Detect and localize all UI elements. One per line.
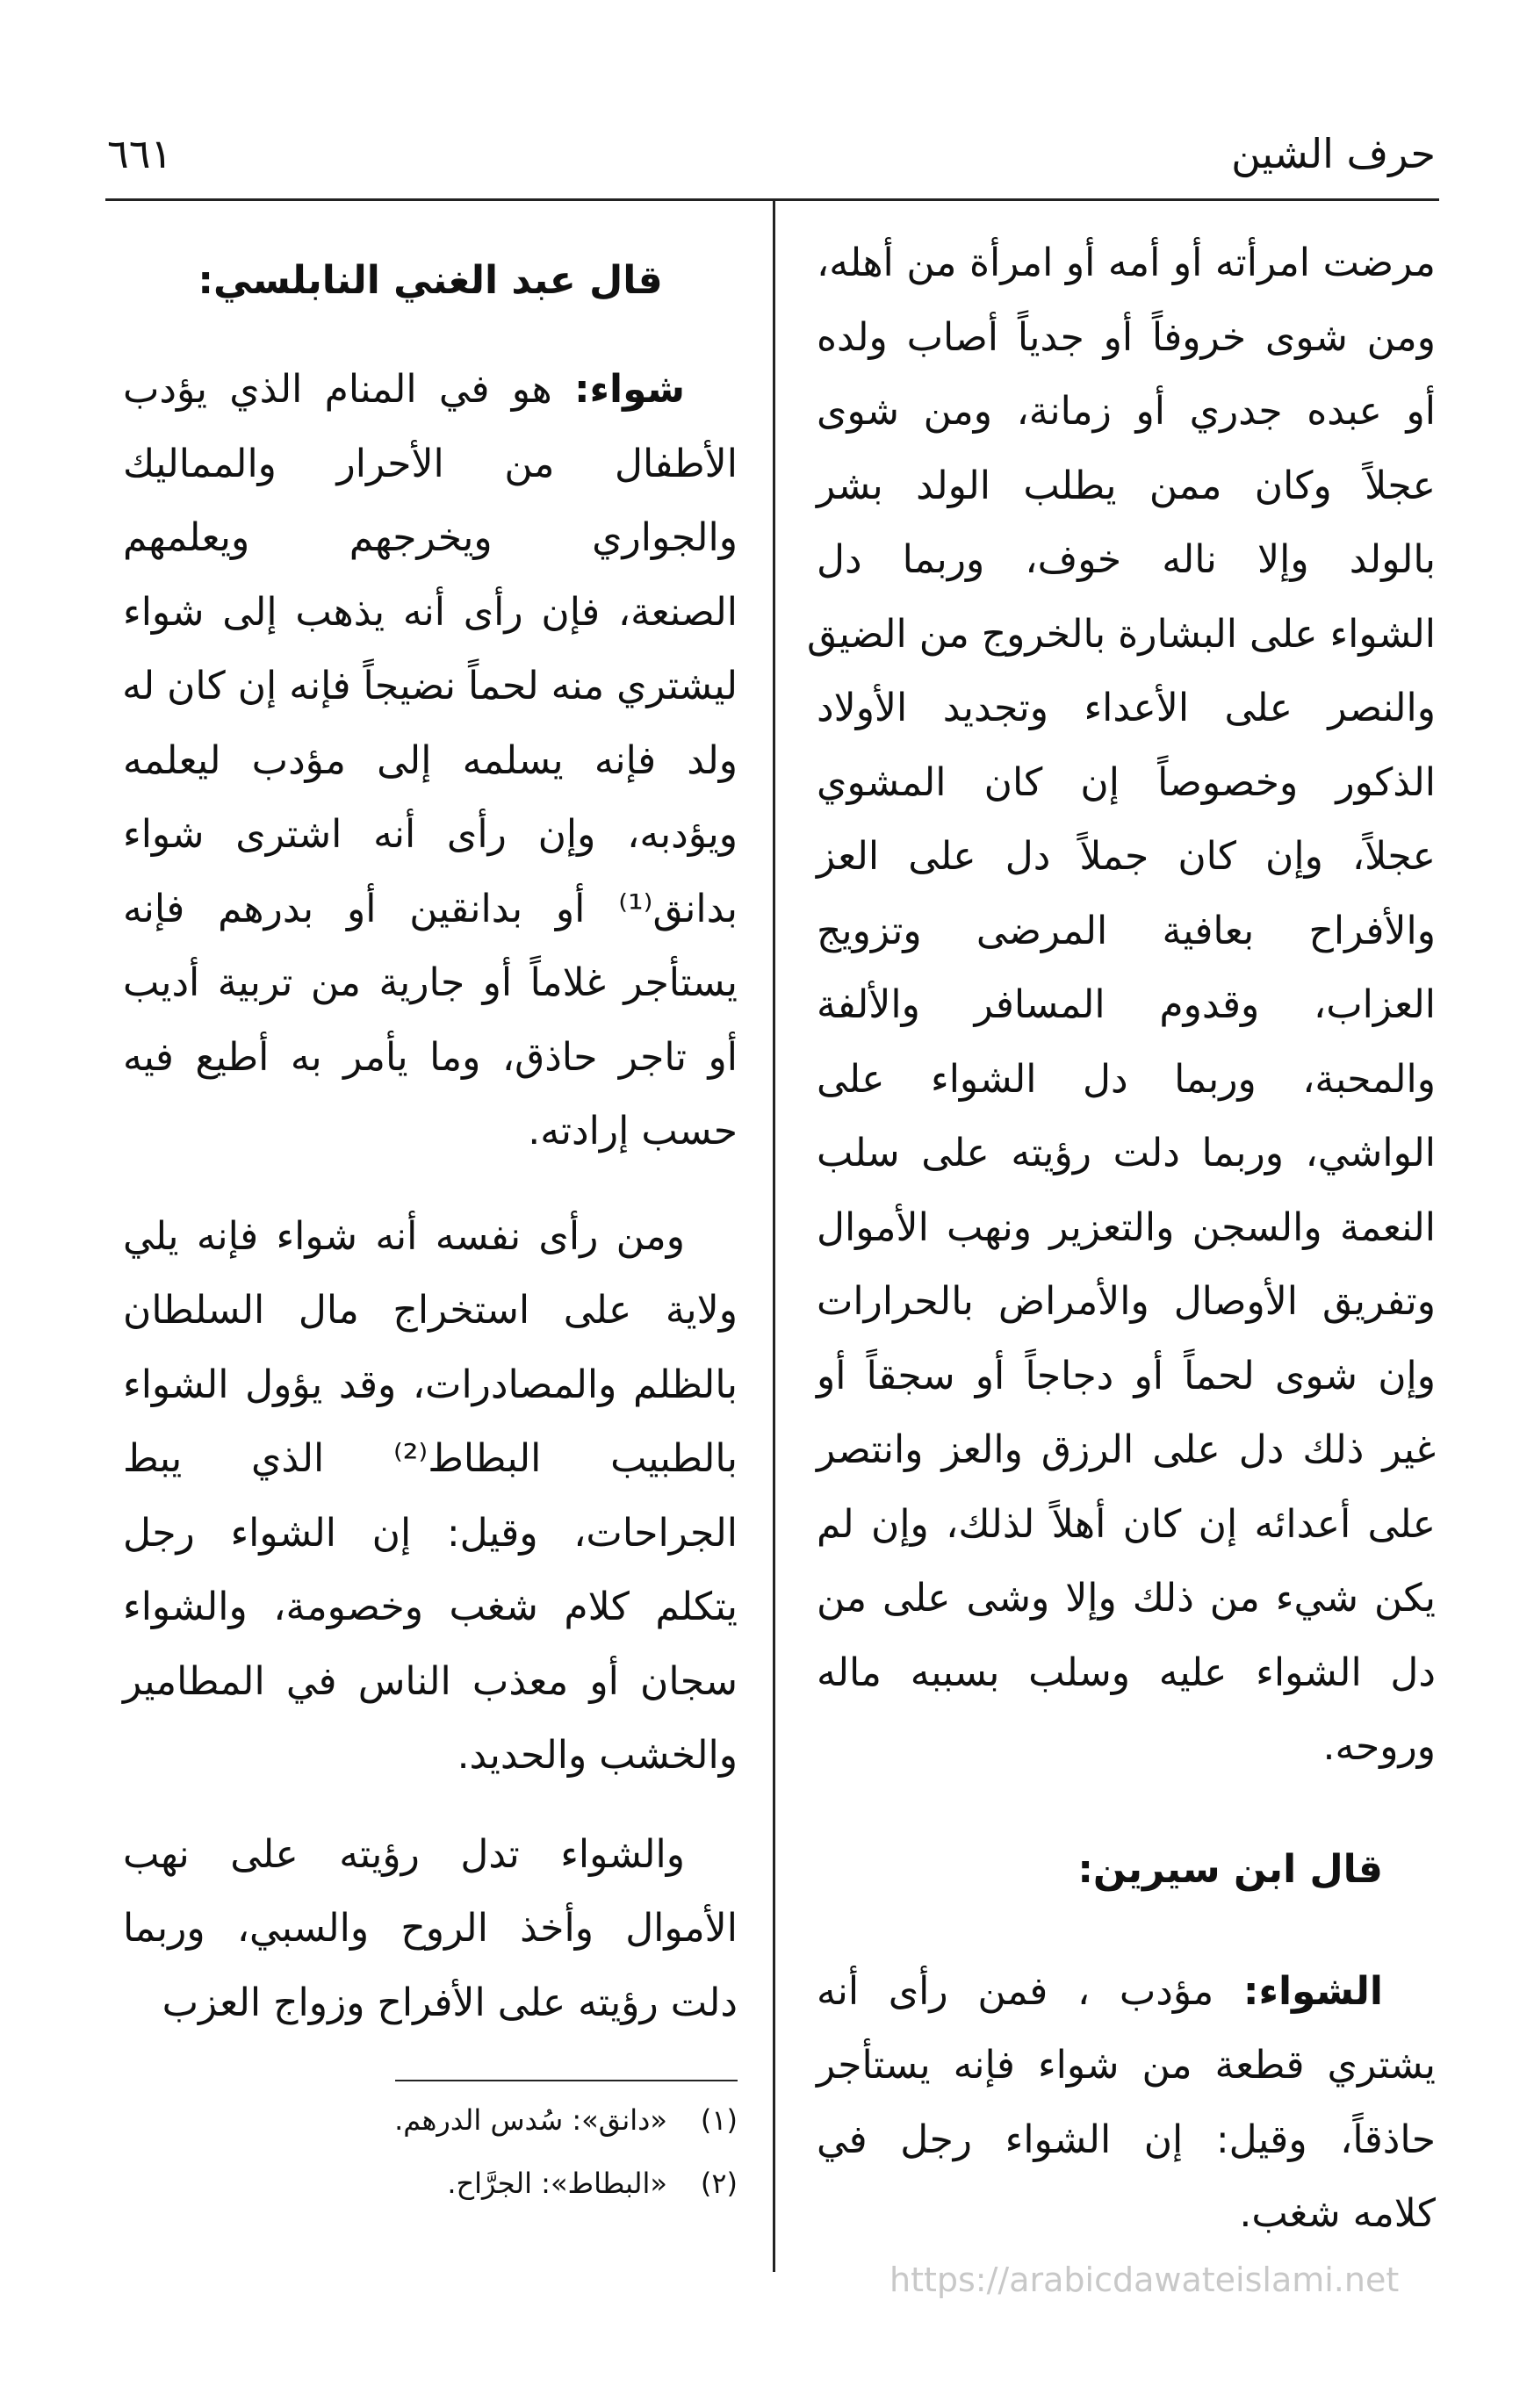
text-line: دل الشواء عليه وسلب بسببه ماله: [817, 1650, 1436, 1695]
text-line: الذكور وخصوصاً إن كان المشوي: [817, 759, 1436, 805]
text-line: والشواء تدل رؤيته على نهب: [123, 1831, 685, 1877]
text-line: عجلاً وكان ممن يطلب الولد بشر: [817, 463, 1436, 508]
column-divider: [773, 200, 775, 2272]
text-line: مرضت امرأته أو أمه أو امرأة من أهله،: [817, 241, 1436, 285]
running-header-title: حرف الشين: [1231, 130, 1436, 177]
text-span: هو في المنام الذي يؤدب: [123, 367, 552, 412]
footnote-number: (٢): [700, 2167, 738, 2200]
text-line: بالولد وإلا ناله خوف، وربما دل: [817, 537, 1436, 582]
watermark: https://arabicdawateislami.net: [889, 2261, 1400, 2299]
text-span: مؤدب ، فمن رأى أنه: [817, 1968, 1214, 2014]
entry-term: شواء:: [573, 367, 685, 412]
text-line: وتفريق الأوصال والأمراض بالحرارات: [817, 1279, 1436, 1324]
spacer: [817, 1785, 1436, 1833]
right-column: [806, 226, 1436, 2252]
spacer: [817, 1907, 1436, 1955]
page-number: ٦٦١: [107, 130, 173, 177]
text-line: العزاب، وقدوم المسافر والألفة: [817, 982, 1436, 1027]
text-line: [817, 1955, 1436, 2030]
text-line: والمحبة، وربما دل الشواء على: [817, 1056, 1436, 1102]
spacer: [123, 1793, 738, 1818]
text-line: يشتري قطعة من شواء فإنه يستأجر: [817, 2043, 1436, 2088]
spacer: [123, 2081, 738, 2088]
text-line: أو تاجر حاذق، وما يأمر به أطيع فيه: [123, 1034, 738, 1080]
text-line: ومن شوى خروفاً أو جدياً أصاب ولده: [817, 314, 1436, 360]
text-line: والأفراح بعافية المرضى وتزويج: [817, 908, 1436, 953]
section-heading-nabulsi: قال عبد الغني النابلسي:: [198, 258, 663, 303]
text-line: يتكلم كلام شغب وخصومة، والشواء: [123, 1585, 738, 1629]
text-line: سجان أو معذب الناس في المطامير: [123, 1658, 738, 1704]
footnote-text: «البطاط»: الجرَّاح.: [447, 2167, 667, 2200]
left-column: [123, 244, 738, 2215]
text-line: بدانق⁽¹⁾ أو بدانقين أو بدرهم فإنه: [123, 886, 738, 931]
section-heading-ibn-sirin: قال ابن سيرين:: [1077, 1846, 1383, 1892]
text-line: ومن رأى نفسه أنه شواء فإنه يلي: [123, 1213, 685, 1259]
text-line: [123, 353, 738, 428]
spacer: [123, 2040, 738, 2080]
footnote-rule: [395, 2080, 738, 2081]
text-line: يكن شيء من ذلك وإلا وشى على من: [817, 1576, 1436, 1621]
footnote: [123, 2152, 738, 2215]
text-line: وروحه.: [1322, 1724, 1436, 1769]
text-line: والنصر على الأعداء وتجديد الأولاد: [817, 686, 1436, 730]
text-line: وإن شوى لحماً أو دجاجاً أو سجقاً أو: [817, 1353, 1436, 1398]
text-line: ولاية على استخراج مال السلطان: [123, 1288, 738, 1333]
spacer: [123, 318, 738, 353]
footnote: [123, 2088, 738, 2152]
text-line: الأموال وأخذ الروح والسبي، وربما: [123, 1906, 738, 1951]
entry-term: الشواء:: [1242, 1968, 1383, 2014]
text-line: على أعدائه إن كان أهلاً لذلك، وإن لم: [817, 1501, 1436, 1547]
text-line: والجواري ويخرجهم ويعلمهم: [123, 515, 738, 560]
text-line: ويؤدبه، وإن رأى أنه اشترى شواء: [123, 812, 738, 857]
text-line: الأطفال من الأحرار والمماليك: [123, 441, 738, 486]
text-line: الصنعة، فإن رأى أنه يذهب إلى شواء: [123, 589, 738, 635]
text-line: ليشتري منه لحماً نضيجاً فإنه إن كان له: [122, 664, 738, 708]
text-line: يستأجر غلاماً أو جارية من تربية أديب: [123, 960, 738, 1005]
text-line: الواشي، وربما دلت رؤيته على سلب: [817, 1131, 1436, 1175]
text-line: كلامه شغب.: [1239, 2191, 1436, 2236]
spacer: [123, 1169, 738, 1200]
text-line: حسب إرادته.: [528, 1109, 738, 1154]
text-line: بالطبيب البطاط⁽²⁾ الذي يبط: [123, 1436, 738, 1481]
text-line: حاذقاً، وقيل: إن الشواء رجل في: [817, 2117, 1436, 2162]
footnote-text: «دانق»: سُدس الدرهم.: [394, 2103, 667, 2137]
text-line: أو عبده جدري أو زمانة، ومن شوى: [817, 389, 1436, 434]
text-line: النعمة والسجن والتعزير ونهب الأموال: [817, 1204, 1436, 1250]
text-line: عجلاً، وإن كان جملاً دل على العز: [817, 834, 1436, 879]
text-line: والخشب والحديد.: [457, 1733, 738, 1778]
text-line: دلت رؤيته على الأفراح وزواج العزب: [162, 1980, 738, 2025]
text-line: ولد فإنه يسلمه إلى مؤدب ليعلمه: [123, 737, 738, 783]
footnote-number: (١): [700, 2103, 738, 2137]
text-line: الشواء على البشارة بالخروج من الضيق: [806, 611, 1436, 657]
text-line: الجراحات، وقيل: إن الشواء رجل: [123, 1510, 738, 1556]
text-line: بالظلم والمصادرات، وقد يؤول الشواء: [123, 1362, 738, 1407]
text-line: غير ذلك دل على الرزق والعز وانتصر: [817, 1427, 1436, 1472]
